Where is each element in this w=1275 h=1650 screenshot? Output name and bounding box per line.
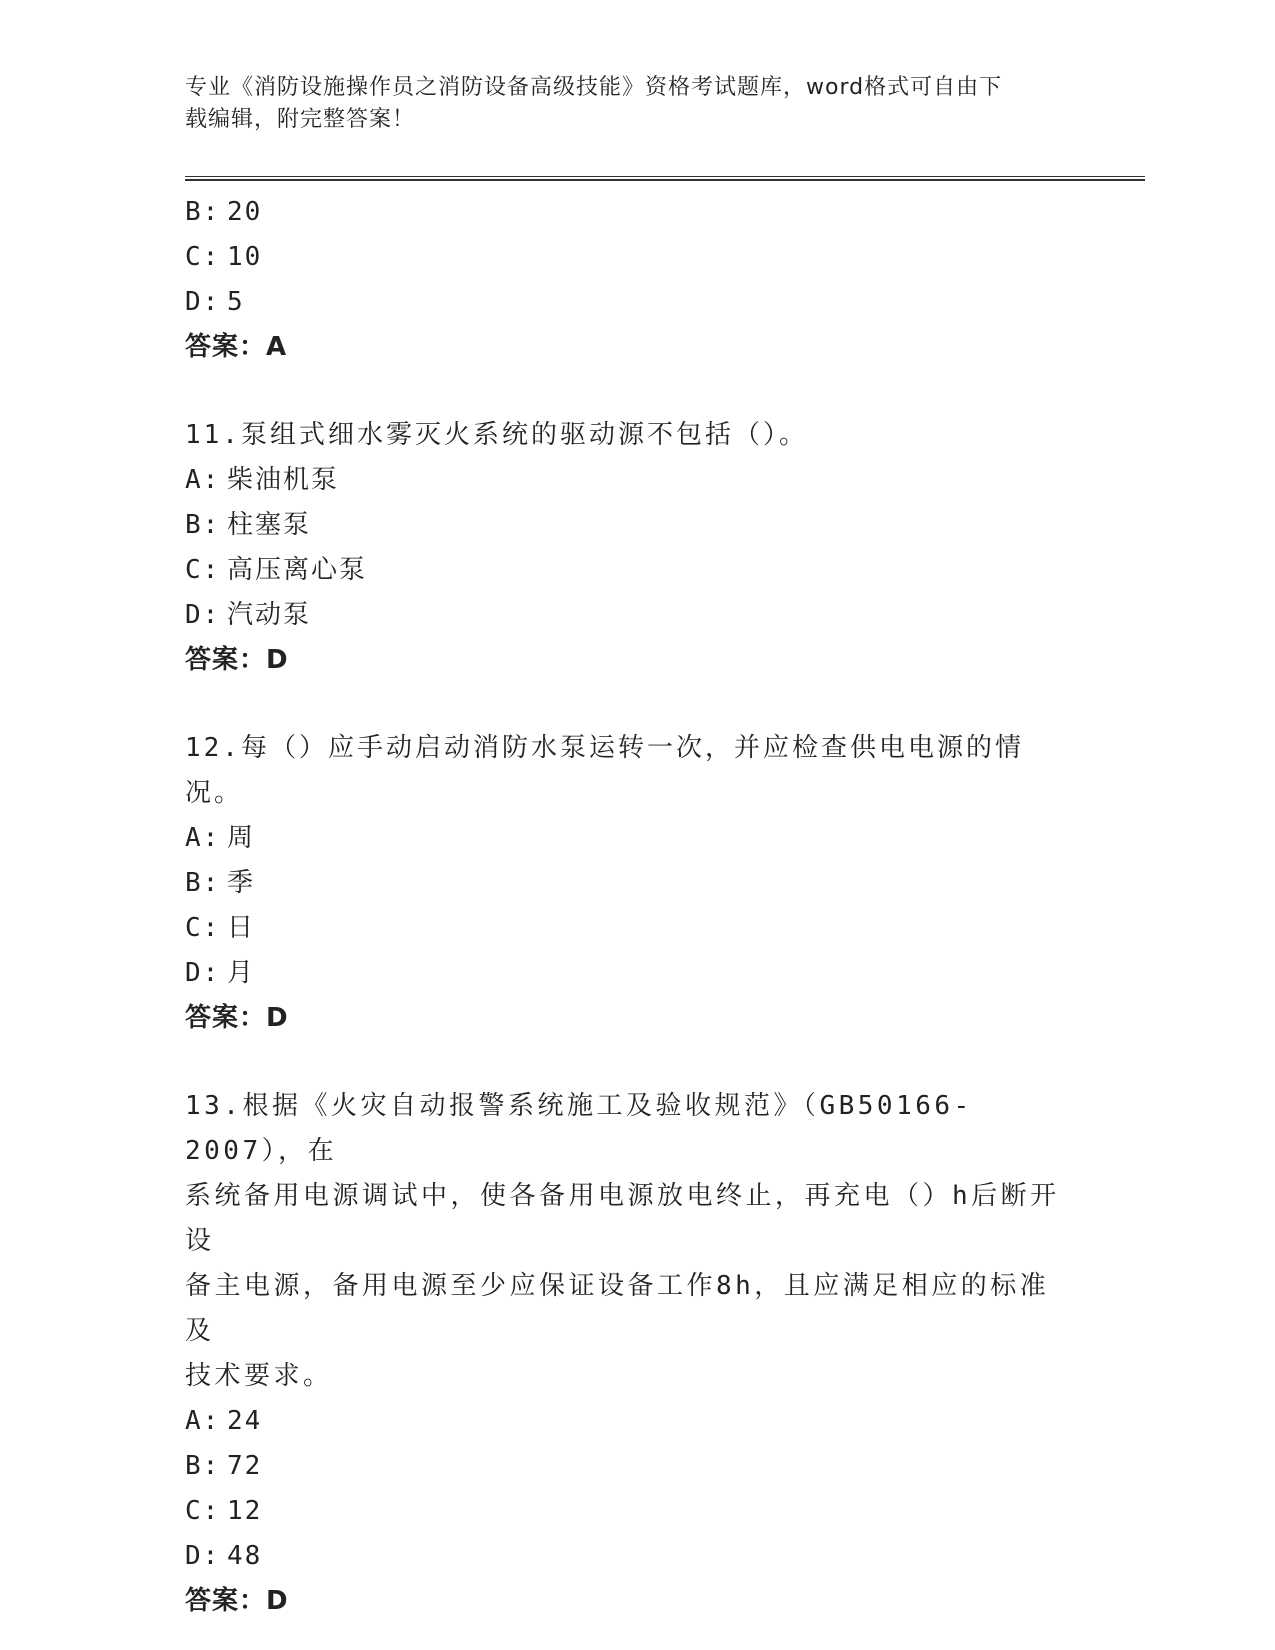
option-key: B: <box>185 197 221 227</box>
option-b <box>185 1444 1065 1489</box>
question-text-line: 备主电源，备用电源至少应保证设备工作8h，且应满足相应的标准及 <box>185 1271 1050 1346</box>
document-body <box>185 190 1065 1624</box>
option-key: D: <box>185 287 221 317</box>
spacer <box>185 1041 1065 1084</box>
question-text: 12.每（）应手动启动消防水泵运转一次，并应检查供电电源的情况。 <box>185 733 1024 808</box>
option-text: 月 <box>227 958 256 988</box>
option-key: A: <box>185 823 221 853</box>
option-c <box>185 235 1065 280</box>
option-text: 周 <box>227 823 256 853</box>
option-d <box>185 280 1065 325</box>
option-c <box>185 906 1065 951</box>
option-text: 72 <box>227 1451 263 1481</box>
option-c <box>185 548 1065 593</box>
option-text: 48 <box>227 1541 263 1571</box>
option-key: D: <box>185 600 221 630</box>
question-text <box>185 1084 1065 1399</box>
option-text: 10 <box>227 242 263 272</box>
option-text: 12 <box>227 1496 263 1526</box>
question-text-line: 系统备用电源调试中，使各备用电源放电终止，再充电（）h后断开设 <box>185 1181 1060 1256</box>
document-header <box>185 72 1065 136</box>
question-text: 11.泵组式细水雾灭火系统的驱动源不包括（）。 <box>185 420 808 450</box>
answer-line: 答案：D <box>185 1586 289 1616</box>
option-b <box>185 190 1065 235</box>
option-text: 柱塞泵 <box>227 510 312 540</box>
option-key: C: <box>185 913 221 943</box>
spacer <box>185 683 1065 726</box>
spacer <box>185 370 1065 413</box>
option-key: A: <box>185 1406 221 1436</box>
option-text: 5 <box>227 287 245 317</box>
answer-line: 答案：D <box>185 1003 289 1033</box>
option-d <box>185 593 1065 638</box>
option-d <box>185 1534 1065 1579</box>
option-b <box>185 503 1065 548</box>
header-divider <box>185 176 1145 181</box>
option-a <box>185 816 1065 861</box>
header-line-2: 载编辑，附完整答案！ <box>185 107 416 132</box>
question-13 <box>185 1084 1065 1624</box>
option-text: 日 <box>227 913 256 943</box>
option-a <box>185 1399 1065 1444</box>
question-text-line: 技术要求。 <box>185 1361 333 1391</box>
option-key: D: <box>185 1541 221 1571</box>
option-text: 柴油机泵 <box>227 465 340 495</box>
option-key: C: <box>185 555 221 585</box>
header-line-1: 专业《消防设施操作员之消防设备高级技能》资格考试题库，word格式可自由下 <box>185 75 1003 100</box>
answer-line: 答案：A <box>185 332 288 362</box>
option-b <box>185 861 1065 906</box>
question-continued <box>185 190 1065 370</box>
option-key: B: <box>185 1451 221 1481</box>
answer-line: 答案：D <box>185 645 289 675</box>
option-key: C: <box>185 242 221 272</box>
question-11 <box>185 413 1065 683</box>
option-key: D: <box>185 958 221 988</box>
question-text-line: 13.根据《火灾自动报警系统施工及验收规范》（GB50166-2007），在 <box>185 1091 973 1166</box>
option-key: B: <box>185 510 221 540</box>
option-d <box>185 951 1065 996</box>
option-key: A: <box>185 465 221 495</box>
option-text: 24 <box>227 1406 263 1436</box>
option-c <box>185 1489 1065 1534</box>
option-text: 季 <box>227 868 256 898</box>
option-key: C: <box>185 1496 221 1526</box>
option-text: 汽动泵 <box>227 600 312 630</box>
option-a <box>185 458 1065 503</box>
option-text: 高压离心泵 <box>227 555 368 585</box>
option-text: 20 <box>227 197 263 227</box>
question-12 <box>185 726 1065 1041</box>
option-key: B: <box>185 868 221 898</box>
